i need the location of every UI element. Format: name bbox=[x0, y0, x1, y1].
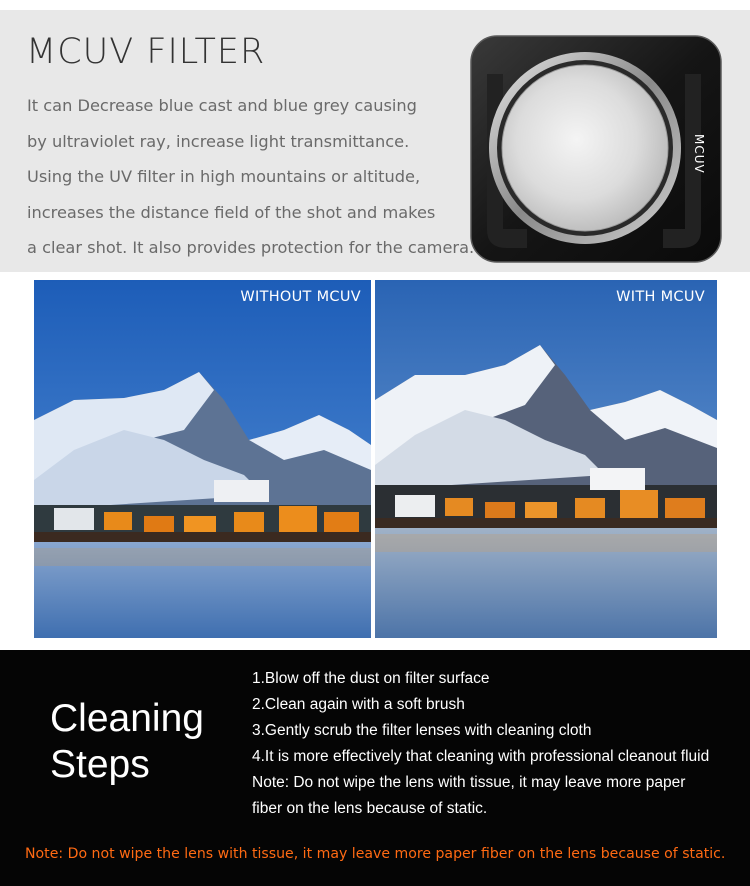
landscape-photo-hazy bbox=[34, 280, 371, 638]
cleaning-steps-list bbox=[252, 666, 709, 822]
cleaning-step: 1.Blow off the dust on filter surface bbox=[252, 670, 490, 687]
cleaning-heading-line: Cleaning bbox=[50, 697, 204, 740]
comparison-with-mcuv bbox=[375, 280, 717, 638]
without-mcuv-label: WITHOUT MCUV bbox=[240, 289, 361, 305]
description-line: Using the UV filter in high mountains or altitude, bbox=[27, 167, 421, 186]
comparison-without-mcuv bbox=[34, 280, 371, 638]
cleaning-heading bbox=[50, 696, 240, 788]
description-line: increases the distance field of the shot and makes bbox=[27, 202, 436, 222]
description-line: It can Decrease blue cast and blue grey causing bbox=[27, 96, 417, 115]
cleaning-step: 2.Clean again with a soft brush bbox=[252, 696, 465, 713]
product-description bbox=[27, 88, 477, 266]
with-mcuv-label: WITH MCUV bbox=[616, 289, 705, 305]
description-line: by ultraviolet ray, increase light transmittance. bbox=[27, 131, 410, 151]
cleaning-note: fiber on the lens because of static. bbox=[252, 800, 488, 817]
cleaning-steps-section bbox=[0, 650, 750, 886]
bottom-warning-note: Note: Do not wipe the lens with tissue, it may leave more paper fiber on the lens because of static. bbox=[25, 846, 726, 862]
cleaning-heading-line: Steps bbox=[50, 743, 150, 786]
mcuv-filter-product-image bbox=[467, 34, 725, 266]
cleaning-step: 3.Gently scrub the filter lenses with cleaning cloth bbox=[252, 722, 592, 739]
filter-brand-text: MCUV bbox=[692, 134, 706, 174]
landscape-photo-clear bbox=[375, 280, 717, 638]
cleaning-step: 4.It is more effectively that cleaning with professional cleanout fluid bbox=[252, 748, 710, 765]
description-line: a clear shot. It also provides protection for the camera. bbox=[27, 238, 475, 257]
filter-info-panel bbox=[0, 10, 750, 272]
cleaning-note: Note: Do not wipe the lens with tissue, it may leave more paper bbox=[252, 774, 686, 791]
lens-glass bbox=[502, 65, 668, 231]
product-title: MCUV FILTER bbox=[26, 32, 266, 72]
